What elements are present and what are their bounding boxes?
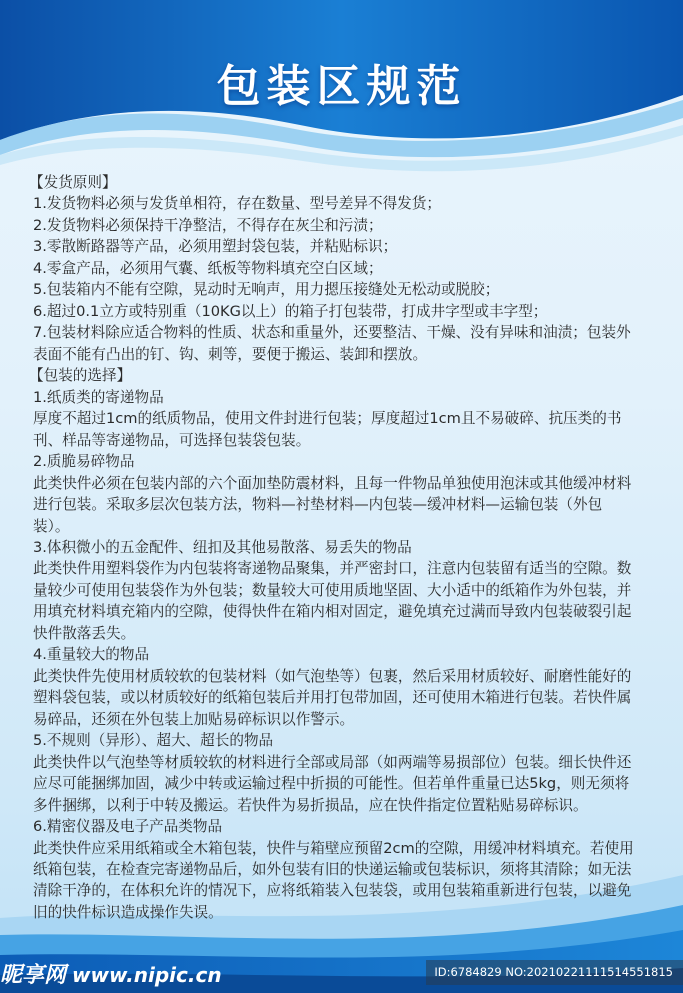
image-id-label: ID:6784829 NO:20210221111514551815 xyxy=(426,960,683,985)
text-line: 旧的快件标识造成操作失误。 xyxy=(33,903,223,921)
watermark-logo xyxy=(0,958,222,989)
text-line: 此类快件应采用纸箱或全木箱包装，快件与箱壁应预留2cm的空隙，用缓冲材料填充。若使用 xyxy=(33,839,634,857)
text-line: 4.重量较大的物品 xyxy=(33,646,150,664)
text-line: 此类快件先使用材质较软的包装材料（如气泡垫等）包裹，然后采用材质较好、耐磨性能好的 xyxy=(33,667,632,685)
text-line: 此类快件必须在包装内部的六个面加垫防震材料，且每一件物品单独使用泡沫或其他缓冲材料 xyxy=(33,474,632,492)
text-line: 3.体积微小的五金配件、纽扣及其他易散落、易丢失的物品 xyxy=(33,538,412,556)
text-line: 2.质脆易碎物品 xyxy=(33,453,135,471)
text-line: 3.零散断路器等产品，必须用塑封袋包装，并粘贴标识； xyxy=(33,238,398,256)
text-line: 量较少可使用包装袋作为外包装；数量较大可使用质地坚固、大小适中的纸箱作为外包装，并 xyxy=(33,581,632,599)
document-body xyxy=(29,172,658,923)
text-line: 刊、样品等寄递物品，可选择包装袋包装。 xyxy=(33,431,311,449)
text-line: 快件散落丢失。 xyxy=(33,624,136,642)
text-line: 2.发货物料必须保持干净整洁，不得存在灰尘和污渍； xyxy=(33,216,383,234)
text-line: 7.包装材料除应适合物料的性质、状态和重量外，还要整洁、干燥、没有异味和油渍；包装外 xyxy=(33,324,631,342)
text-line: 应尽可能捆绑加固，减少中转或运输过程中折损的可能性。但若单件重量已达5kg，则无须将 xyxy=(33,775,630,793)
text-line: 6.超过0.1立方或特别重（10KG以上）的箱子打包装带，打成井字型或丰字型； xyxy=(33,302,548,320)
text-line: 4.零盒产品，必须用气囊、纸板等物料填充空白区域； xyxy=(33,259,383,277)
text-line: 易碎品，还须在外包装上加贴易碎标识以作警示。 xyxy=(33,710,355,728)
text-line: 清除干净的，在体积允许的情况下，应将纸箱装入包装袋，或用包装箱重新进行包装，以避免 xyxy=(33,882,632,900)
text-line: 5.包装箱内不能有空隙，晃动时无响声，用力摁压接缝处无松动或脱胶； xyxy=(33,281,500,299)
text-line: 5.不规则（异形）、超大、超长的物品 xyxy=(33,732,274,750)
text-line: 6.精密仪器及电子产品类物品 xyxy=(33,818,223,836)
watermark-logo-text: 昵享网 xyxy=(0,963,67,988)
watermark-url: www.nipic.cn xyxy=(72,963,222,987)
text-line: 1.发货物料必须与发货单相符，存在数量、型号差异不得发货； xyxy=(33,195,441,213)
page-title: 包装区规范 xyxy=(216,61,467,112)
text-line: 此类快件用塑料袋作为内包装将寄递物品聚集，并严密封口，注意内包装留有适当的空隙。数 xyxy=(33,560,632,578)
section-heading: 【包装的选择】 xyxy=(29,367,132,385)
text-line: 1.纸质类的寄递物品 xyxy=(33,388,164,406)
text-line: 装）。 xyxy=(33,517,70,535)
text-line: 此类快件以气泡垫等材质较软的材料进行全部或局部（如两端等易损部位）包装。细长快件还 xyxy=(33,753,632,771)
text-line: 多件捆绑，以利于中转及搬运。若快件为易折损品，应在快件指定位置粘贴易碎标识。 xyxy=(33,796,588,814)
section-heading: 【发货原则】 xyxy=(29,174,117,191)
text-line: 塑料袋包装，或以材质较好的纸箱包装后并用打包带加固，还可使用木箱进行包装。若快件属 xyxy=(33,689,632,707)
text-line: 纸箱包装，在检查完寄递物品后，如外包装有旧的快递运输或包装标识，须将其清除；如无法 xyxy=(33,861,632,878)
text-line: 厚度不超过1cm的纸质物品，使用文件封进行包装；厚度超过1cm且不易破碎、抗压类的书 xyxy=(33,410,622,428)
text-line: 用填充材料填充箱内的空隙，使得快件在箱内相对固定，避免填充过满而导致内包装破裂引起 xyxy=(33,603,632,621)
text-line: 表面不能有凸出的钉、钩、刺等，要便于搬运、装卸和摆放。 xyxy=(33,345,428,363)
text-line: 进行包装。采取多层次包装方法，物料—衬垫材料—内包装—缓冲材料—运输包装（外包 xyxy=(33,496,603,514)
